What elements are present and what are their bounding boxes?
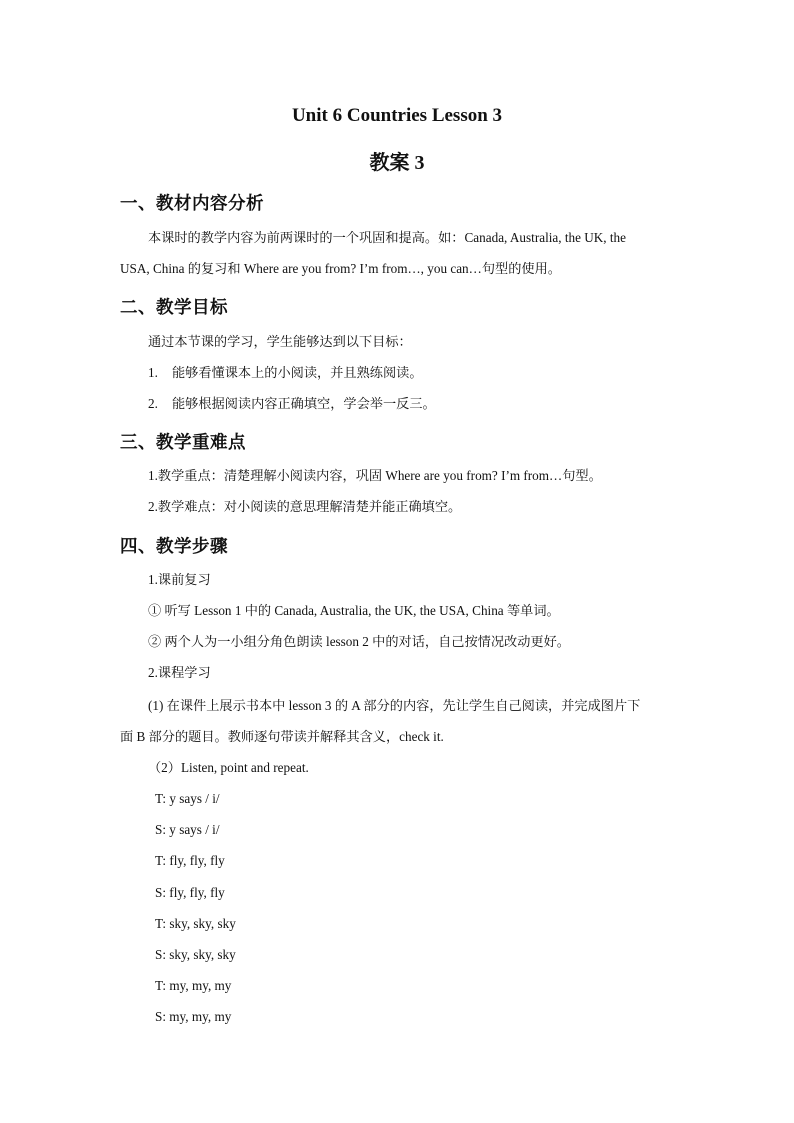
- objective-item-2-text: 能够根据阅读内容正确填空，学会举一反三。: [172, 396, 436, 411]
- step-2-title: 2.课程学习: [148, 665, 211, 680]
- step-2-item-1-line2: 面 B 部分的题目。教师逐句带读并解释其含义，check it.: [120, 729, 444, 744]
- objective-item-2: [148, 395, 436, 413]
- document-subtitle: 教案 3: [369, 152, 425, 174]
- dialogue-text: my, my, my: [169, 1009, 232, 1024]
- dialogue-line: [155, 852, 225, 870]
- dialogue-line: [155, 1008, 231, 1026]
- dialogue-speaker: T:: [155, 791, 167, 806]
- objective-item-1-number: 1.: [148, 365, 158, 380]
- dialogue-text: y says / i/: [169, 791, 220, 806]
- dialogue-text: y says / i/: [169, 822, 220, 837]
- dialogue-text: sky, sky, sky: [169, 916, 236, 931]
- dialogue-line: [155, 915, 236, 933]
- objectives-intro: 通过本节课的学习，学生能够达到以下目标：: [148, 334, 412, 349]
- dialogue-line: [155, 946, 236, 964]
- section-heading-teaching-steps: 四、教学步骤: [120, 536, 228, 556]
- dialogue-speaker: T:: [155, 978, 167, 993]
- section-heading-objectives: 二、教学目标: [120, 297, 228, 317]
- dialogue-speaker: T:: [155, 916, 167, 931]
- dialogue-line: [155, 821, 219, 839]
- dialogue-speaker: S:: [155, 885, 166, 900]
- dialogue-text: my, my, my: [169, 978, 232, 993]
- step-1-item-a: ① 听写 Lesson 1 中的 Canada, Australia, the UK, the USA, China 等单词。: [148, 603, 560, 618]
- dialogue-line: [155, 977, 231, 995]
- dialogue-speaker: T:: [155, 853, 167, 868]
- dialogue-text: sky, sky, sky: [169, 947, 236, 962]
- dialogue-text: fly, fly, fly: [169, 853, 225, 868]
- step-2-item-2: （2）Listen, point and repeat.: [148, 760, 309, 775]
- dialogue-text: fly, fly, fly: [169, 885, 225, 900]
- dialogue-speaker: S:: [155, 1009, 166, 1024]
- objective-item-2-number: 2.: [148, 396, 158, 411]
- section-heading-content-analysis: 一、教材内容分析: [120, 193, 264, 213]
- step-2-item-1-line1: (1) 在课件上展示书本中 lesson 3 的 A 部分的内容，先让学生自己阅读，并完成图片下: [148, 698, 641, 713]
- step-1-title: 1.课前复习: [148, 572, 211, 587]
- dialogue-speaker: S:: [155, 822, 166, 837]
- objective-item-1-text: 能够看懂课本上的小阅读，并且熟练阅读。: [172, 365, 423, 380]
- dialogue-line: [155, 884, 225, 902]
- objective-item-1: [148, 364, 423, 382]
- content-analysis-paragraph-line1: 本课时的教学内容为前两课时的一个巩固和提高。如：Canada, Australia, the UK, the: [148, 230, 626, 245]
- dialogue-line: [155, 790, 220, 808]
- content-analysis-paragraph-line2: USA, China 的复习和 Where are you from? I’m from…, you can…句型的使用。: [120, 261, 561, 276]
- difficult-point: 2.教学难点：对小阅读的意思理解清楚并能正确填空。: [148, 499, 462, 514]
- document-title: Unit 6 Countries Lesson 3: [291, 105, 503, 126]
- key-point: 1.教学重点：清楚理解小阅读内容，巩固 Where are you from? I’m from…句型。: [148, 468, 602, 483]
- section-heading-key-points: 三、教学重难点: [120, 432, 246, 452]
- dialogue-speaker: S:: [155, 947, 166, 962]
- step-1-item-b: ② 两个人为一小组分角色朗读 lesson 2 中的对话，自己按情况改动更好。: [148, 634, 570, 649]
